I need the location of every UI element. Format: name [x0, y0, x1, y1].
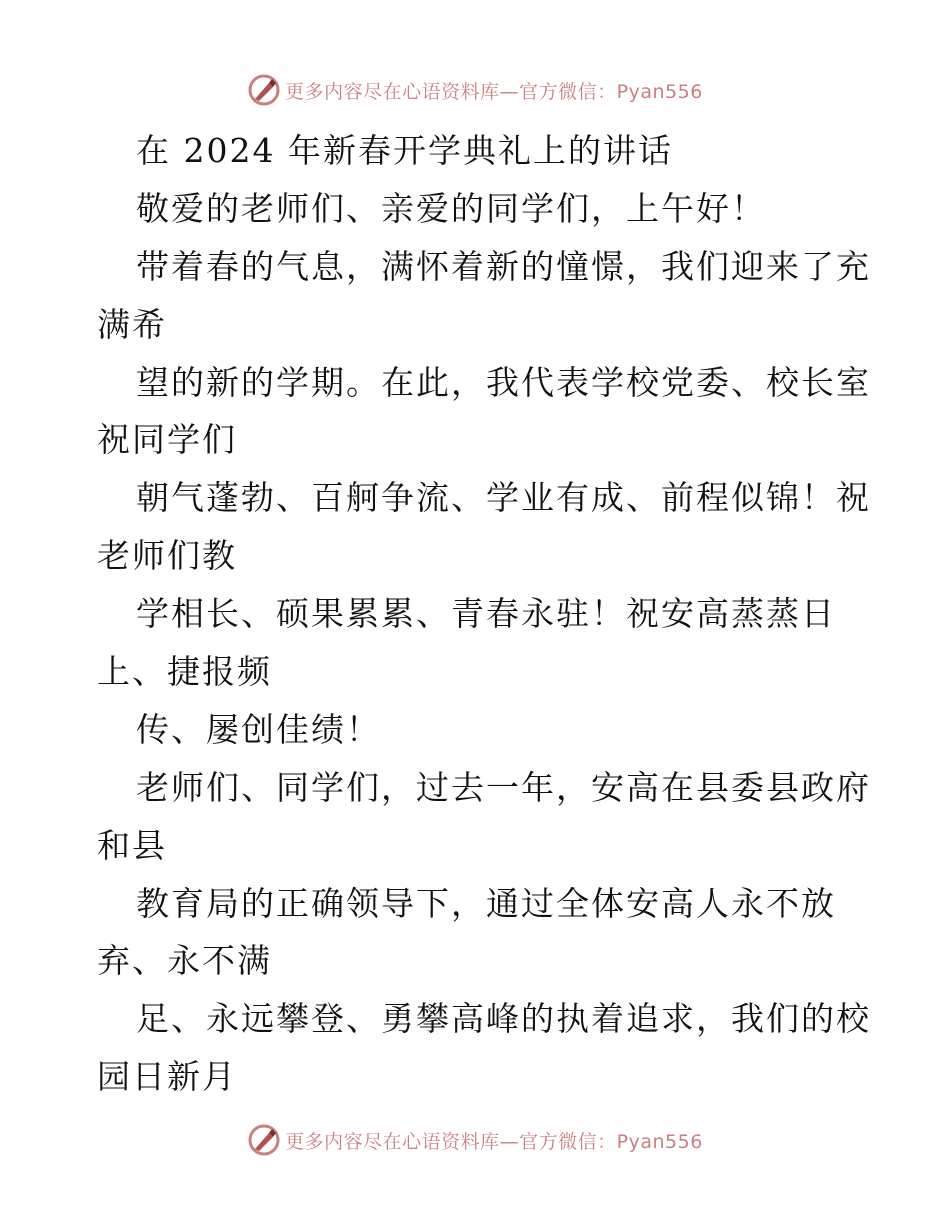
document-line: 园日新月	[97, 1057, 237, 1097]
document-line: 学相长、硕果累累、青春永驻！祝安高蒸蒸日	[136, 594, 836, 634]
document-line: 朝气蓬勃、百舸争流、学业有成、前程似锦！祝	[136, 478, 871, 518]
document-line: 传、屡创佳绩！	[136, 709, 381, 749]
document-line: 上、捷报频	[97, 652, 272, 692]
document-line: 弃、永不满	[97, 941, 272, 981]
document-line: 敬爱的老师们、亲爱的同学们，上午好！	[136, 188, 766, 228]
document-line: 教育局的正确领导下，通过全体安高人永不放	[136, 883, 836, 923]
banner-text: 更多内容尽在心语资料库—官方微信：Pyan556	[285, 1130, 703, 1153]
document-line: 望的新的学期。在此，我代表学校党委、校长室	[136, 362, 871, 402]
pen-circle-logo-icon	[247, 1123, 281, 1157]
document-line: 带着春的气息，满怀着新的憧憬，我们迎来了充	[136, 246, 871, 286]
banner-text: 更多内容尽在心语资料库—官方微信：Pyan556	[285, 80, 703, 103]
document-line: 在 2024 年新春开学典礼上的讲话	[136, 131, 673, 170]
document-line: 足、永远攀登、勇攀高峰的执着追求，我们的校	[136, 999, 871, 1039]
document-line: 老师们教	[97, 536, 237, 576]
document-body	[97, 122, 871, 1106]
document-line: 祝同学们	[97, 420, 237, 460]
header-banner	[0, 70, 950, 110]
footer-banner	[0, 1120, 950, 1160]
document-line: 和县	[97, 825, 167, 865]
pen-circle-logo-icon	[247, 73, 281, 107]
document-line: 满希	[97, 304, 167, 344]
document-line: 老师们、同学们，过去一年，安高在县委县政府	[136, 767, 871, 807]
